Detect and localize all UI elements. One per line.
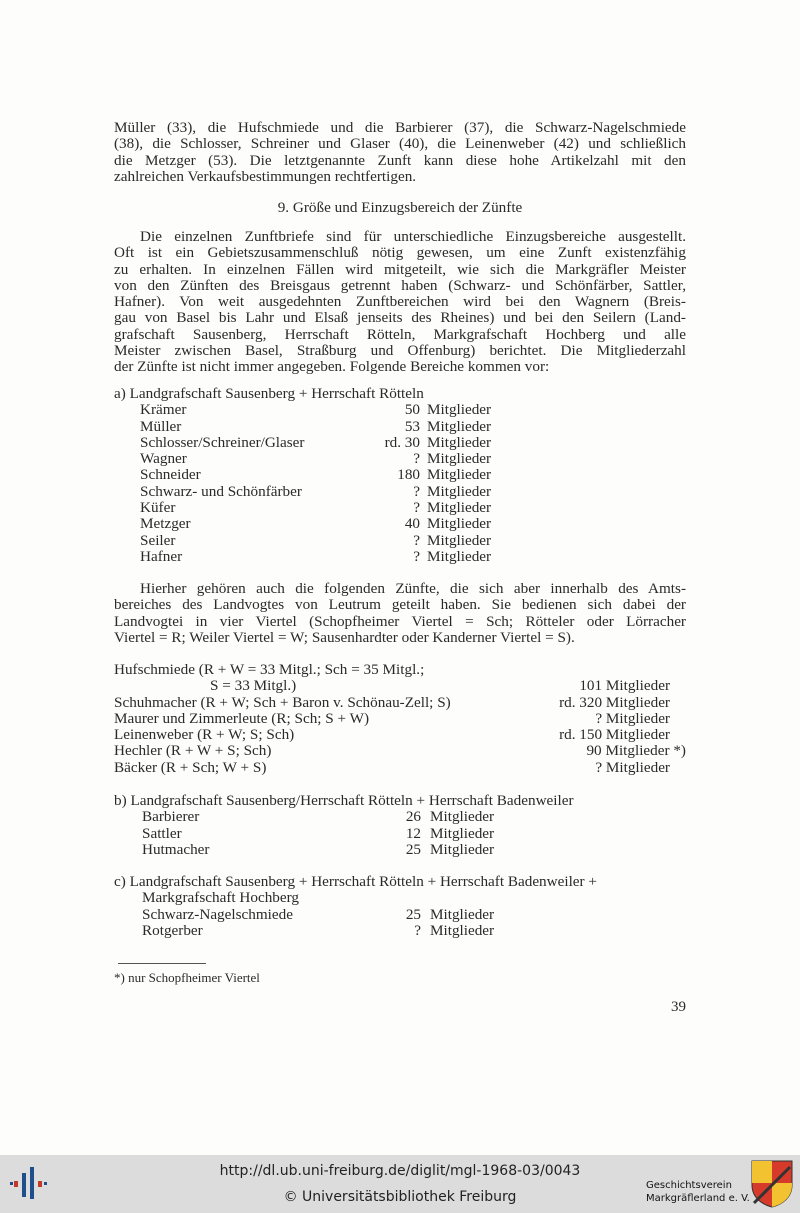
text-line: Landvogtei in vier Viertel (Schopfheimer Viertel = Sch; Rötteler oder Lörracher [114,612,686,630]
text-line: von den Zünften des Breisgaus getrennt haben (Schwarz- und Schönfärber, Sattler, [114,276,686,294]
guild-name: Sattler [142,824,182,842]
guild-name: Küfer [140,499,176,517]
text-line: Hierher gehören auch die folgenden Zünfte, die sich aber innerhalb des Amts- [140,580,686,597]
list-item [114,500,686,516]
member-unit: Mitglieder [430,921,495,939]
guild-entry: Leinenweber (R + W; S; Sch) [114,726,295,744]
list-item [114,760,686,776]
text-line: gau von Basel bis Lahr und Elsaß jenseits des Rheines) und bei den Seilern (Land- [114,309,686,327]
society-name [646,1179,750,1205]
member-count: 90 Mitglieder *) [586,742,686,760]
member-count: rd. 150 Mitglieder [559,726,670,744]
member-count: ? [414,921,421,939]
viewer-footer [0,1155,800,1213]
list-item [114,484,686,500]
footnote-divider [118,963,206,964]
member-count: ? Mitglieder [595,709,670,727]
member-unit: Mitglieder [427,482,492,500]
section-c-title: c) Landgrafschaft Sausenberg + Herrschaft Rötteln + Herrschaft Badenweiler + [114,873,597,890]
member-count: ? [413,547,420,565]
text-line: Die einzelnen Zunftbriefe sind für unterschiedliche Einzugsbereiche ausgestellt. [140,228,686,245]
list-item [114,727,686,743]
paragraph-2 [114,581,686,646]
text-line: (38), die Schlosser, Schreiner und Glaser (40), die Leinenweber (42) und schließlich [114,135,686,153]
text-line: Oft ist ein Gebietszusammenschluß nötig gewesen, um eine Zunft existenzfähig [114,244,686,262]
member-unit: Mitglieder [427,466,492,484]
member-count: 12 [405,824,421,842]
guild-name: Schlosser/Schreiner/Glaser [140,433,305,451]
coat-of-arms-icon [748,1159,796,1209]
footnote: *) nur Schopfheimer Viertel [114,970,260,985]
list-item [114,907,686,923]
list-item [114,402,686,418]
member-count: ? [413,531,420,549]
list-item [114,435,686,451]
member-unit: Mitglieder [427,450,492,468]
text-line: zu erhalten. In einzelnen Fällen wird mitgeteilt, wie sich die Markgräfler Meister [114,260,686,278]
document-url-link[interactable]: http://dl.ub.uni-freiburg.de/diglit/mgl-1968-03/0043 [219,1163,581,1179]
paragraph-1 [114,229,686,376]
text-line: Müller (33), die Hufschmiede und die Barbierer (37), die Schwarz-Nagelschmiede [114,119,686,136]
member-unit: Mitglieder [427,515,492,533]
list-item [114,678,686,694]
list-item [114,549,686,565]
copyright-text: © Universitätsbibliothek Freiburg [283,1189,517,1205]
section-b-title: b) Landgrafschaft Sausenberg/Herrschaft Rötteln + Herrschaft Badenweiler [114,792,574,809]
list-item [114,467,686,483]
list-item [114,516,686,532]
guild-entry: S = 33 Mitgl.) [210,677,297,695]
guild-name: Seiler [140,531,176,549]
text-line: Meister zwischen Basel, Straßburg und Offenburg) berichtet. Die Mitgliederzahl [114,342,686,360]
list-item [114,695,686,711]
guild-entry: Bäcker (R + Sch; W + S) [114,758,267,776]
member-unit: Mitglieder [430,840,495,858]
society-line-2: Markgräflerland e. V. [646,1193,750,1204]
viertel-list [114,662,686,776]
member-count: ? [413,499,420,517]
section-b [114,793,686,858]
text-line: der Zünfte ist nicht immer angegeben. Folgende Bereiche kommen vor: [114,358,550,376]
text-line: Viertel = R; Weiler Viertel = W; Sausenhardter oder Kanderner Viertel = S). [114,628,575,646]
list-item [114,533,686,549]
member-unit: Mitglieder [430,905,495,923]
guild-name: Müller [140,417,182,435]
member-count: 26 [405,808,421,826]
member-unit: Mitglieder [430,808,495,826]
section-a-title: a) Landgrafschaft Sausenberg + Herrschaft Rötteln [114,385,424,402]
member-unit: Mitglieder [427,499,492,517]
text-line: zahlreichen Verkaufsbestimmungen rechtfertigen. [114,167,417,185]
text-line: grafschaft Sausenberg, Herrschaft Rötteln, Markgrafschaft Hochberg und alle [114,325,686,343]
list-item [114,451,686,467]
member-unit: Mitglieder [430,824,495,842]
member-unit: Mitglieder [427,547,492,565]
guild-entry: Maurer und Zimmerleute (R; Sch; S + W) [114,709,370,727]
guild-entry: Hechler (R + W + S; Sch) [114,742,272,760]
member-count: 50 [404,401,420,419]
guild-name: Schwarz-Nagelschmiede [142,905,293,923]
member-count: ? Mitglieder [595,758,670,776]
list-item [114,923,686,939]
guild-name: Krämer [140,401,187,419]
intro-paragraph [114,120,686,185]
guild-name: Wagner [140,450,187,468]
text-line: Hafner). Von weit ausgedehnten Zunftbereichen wird bei den Wagnern (Breis- [114,293,686,311]
member-unit: Mitglieder [427,531,492,549]
member-unit: Mitglieder [427,417,492,435]
guild-name: Metzger [140,515,191,533]
member-count: ? [413,482,420,500]
guild-name: Schneider [140,466,201,484]
section-heading: 9. Größe und Einzugsbereich der Zünfte [277,199,523,216]
list-item [114,842,686,858]
list-item [114,743,686,759]
page-number: 39 [671,999,686,1015]
member-count: 25 [405,905,421,923]
member-count: rd. 320 Mitglieder [559,693,670,711]
guild-entry: Hufschmiede (R + W = 33 Mitgl.; Sch = 35 Mitgl.; [114,661,425,678]
member-count: 180 [397,466,420,484]
text-line: bereiches des Landvogtes von Leutrum geteilt haben. Sie bedienen sich dabei der [114,596,686,614]
society-line-1: Geschichtsverein [646,1180,732,1191]
guild-name: Barbierer [142,808,200,826]
section-a [114,386,686,565]
member-count: ? [413,450,420,468]
list-item [114,662,686,678]
section-c [114,874,686,939]
list-item [114,809,686,825]
text-line: die Metzger (53). Die letztgenannte Zunft kann diese hohe Artikelzahl mit den [114,151,686,169]
member-unit: Mitglieder [427,433,492,451]
list-item [114,826,686,842]
guild-name: Hafner [140,547,183,565]
guild-name: Schwarz- und Schönfärber [140,482,302,500]
member-count: 40 [404,515,420,533]
guild-name: Rotgerber [142,921,203,939]
list-item [114,711,686,727]
member-count: rd. 30 [384,433,420,451]
guild-name: Hutmacher [142,840,210,858]
member-count: 25 [405,840,421,858]
guild-entry: Schuhmacher (R + W; Sch + Baron v. Schönau-Zell; S) [114,693,451,711]
member-count: 53 [404,417,420,435]
member-unit: Mitglieder [427,401,492,419]
member-count: 101 Mitglieder [579,677,670,695]
section-c-title-cont: Markgrafschaft Hochberg [142,889,300,907]
list-item [114,419,686,435]
